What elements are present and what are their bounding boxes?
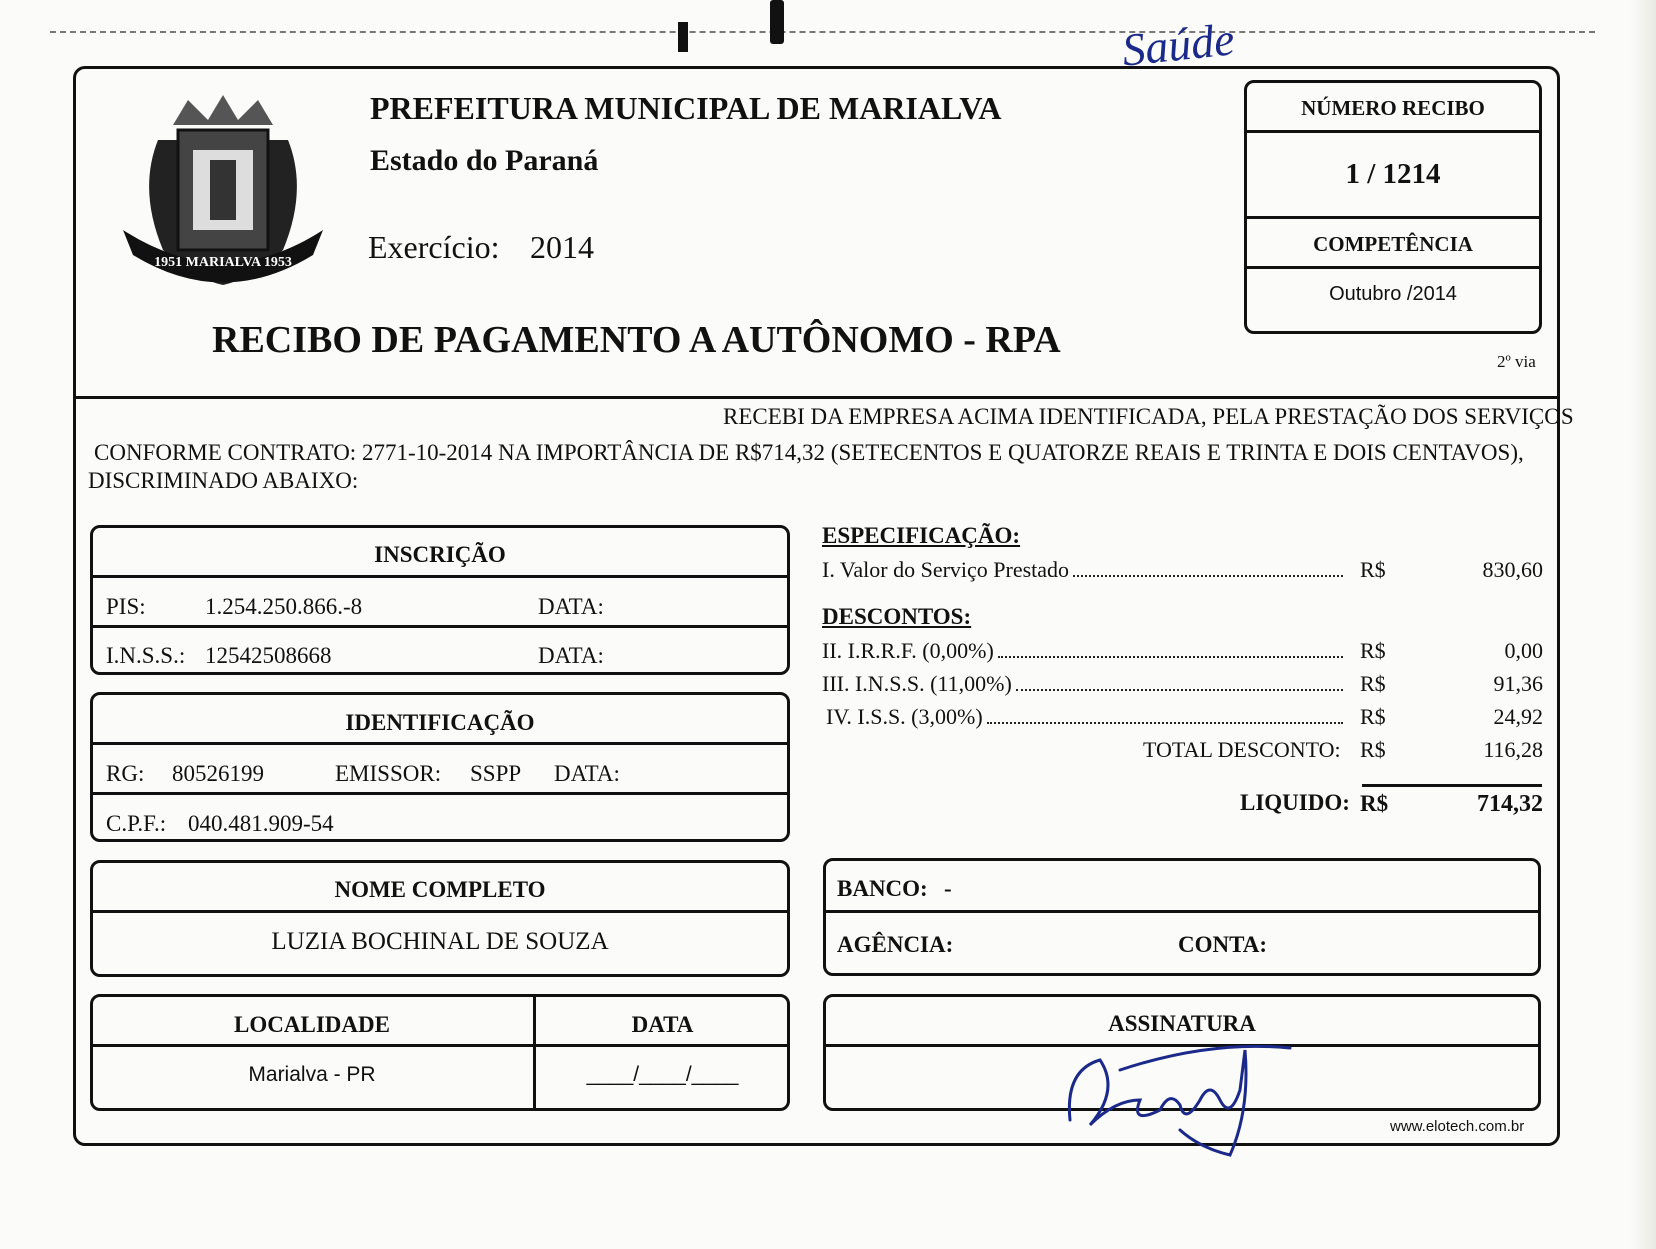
identificacao-divider (91, 792, 789, 795)
scan-right-edge (1630, 0, 1656, 1249)
cpf-label: C.P.F.: (106, 811, 167, 836)
numero-recibo-value: 1 / 1214 (1345, 158, 1441, 190)
inscricao-divider (91, 625, 789, 628)
receipt-box-divider (1245, 216, 1541, 219)
banco-divider (824, 910, 1540, 913)
emissor-value: SSPP (470, 761, 522, 786)
inscricao-divider (91, 575, 789, 578)
dot-leader (1073, 575, 1343, 577)
desconto-row (822, 671, 1347, 697)
exercicio-label: Exercício: (368, 229, 500, 265)
pis-value: 1.254.250.866.-8 (205, 594, 363, 619)
exercicio-value: 2014 (530, 229, 594, 265)
dot-leader (1016, 689, 1343, 691)
desconto-currency: R$ (1360, 671, 1386, 696)
competencia-label: COMPETÊNCIA (1313, 232, 1473, 256)
desconto-row (822, 638, 1347, 664)
org-name: PREFEITURA MUNICIPAL DE MARIALVA (370, 90, 1002, 126)
especificacao-row (822, 557, 1347, 583)
pis-label: PIS: (106, 594, 146, 619)
identificacao-divider (91, 742, 789, 745)
statement-line-1: RECEBI DA EMPRESA ACIMA IDENTIFICADA, PELA PRESTAÇÃO DOS SERVIÇOS (723, 404, 1574, 429)
statement-line-2: CONFORME CONTRATO: 2771-10-2014 NA IMPORTÂNCIA DE R$714,32 (SETECENTOS E QUATORZE REAIS E TRINTA E DOIS CENTAVOS), (94, 440, 1524, 465)
liquido-label: LIQUIDO: (1240, 790, 1350, 815)
especificacao-title: ESPECIFICAÇÃO: (822, 523, 1021, 548)
header-divider (74, 396, 1558, 399)
assinatura-title: ASSINATURA (1108, 1011, 1256, 1036)
scan-top-band (0, 0, 1656, 32)
inss-value: 12542508668 (205, 643, 332, 668)
rg-label: RG: (106, 761, 145, 786)
nome-divider (91, 910, 789, 913)
inss-data-label: DATA: (538, 643, 604, 668)
desconto-label: IV. I.S.S. (3,00%) (826, 704, 983, 729)
document-title: RECIBO DE PAGAMENTO A AUTÔNOMO - RPA (212, 319, 1061, 361)
data-value: ____/____/____ (586, 1063, 739, 1086)
banco-label: BANCO: (837, 876, 928, 901)
banco-box (823, 858, 1541, 976)
especificacao-currency: R$ (1360, 557, 1386, 582)
localidade-value: Marialva - PR (248, 1063, 376, 1086)
crest-years: 1951 MARIALVA 1953 (154, 255, 292, 270)
total-desconto-currency: R$ (1360, 737, 1386, 762)
emissor-label: EMISSOR: (335, 761, 442, 786)
staple-mark (770, 0, 784, 44)
statement-line-3: DISCRIMINADO ABAIXO: (88, 468, 359, 493)
nome-value: LUZIA BOCHINAL DE SOUZA (271, 928, 609, 955)
desconto-value: 91,36 (1493, 671, 1543, 696)
total-desconto-label: TOTAL DESCONTO: (1143, 737, 1341, 762)
total-desconto-value: 116,28 (1483, 737, 1543, 762)
desconto-currency: R$ (1360, 638, 1386, 663)
agencia-label: AGÊNCIA: (837, 932, 954, 957)
liquido-value: 714,32 (1477, 791, 1543, 817)
footer-site: www.elotech.com.br (1390, 1118, 1525, 1135)
state-name: Estado do Paraná (370, 144, 599, 177)
liquido-currency: R$ (1360, 791, 1389, 816)
especificacao-value: 830,60 (1482, 557, 1543, 582)
data-title: DATA (631, 1012, 694, 1037)
rg-value: 80526199 (172, 761, 264, 786)
localidade-divider (91, 1044, 789, 1047)
identificacao-data-label: DATA: (554, 761, 620, 786)
desconto-row (826, 704, 1347, 730)
via-label: 2º via (1497, 352, 1536, 371)
dot-leader (987, 722, 1343, 724)
identificacao-title: IDENTIFICAÇÃO (345, 710, 535, 735)
municipal-crest (118, 80, 328, 290)
desconto-value: 0,00 (1504, 638, 1543, 663)
nome-title: NOME COMPLETO (334, 877, 546, 902)
receipt-box-divider (1245, 266, 1541, 269)
perforation-line (50, 31, 1595, 33)
liquido-rule (1362, 784, 1542, 787)
inss-label: I.N.S.S.: (106, 643, 186, 668)
staple-mark (678, 22, 688, 52)
pis-data-label: DATA: (538, 594, 604, 619)
desconto-value: 24,92 (1493, 704, 1543, 729)
handwritten-note: Saúde (1119, 13, 1237, 76)
competencia-value: Outubro /2014 (1329, 283, 1457, 305)
desconto-label: II. I.R.R.F. (0,00%) (822, 638, 994, 663)
dot-leader (998, 656, 1343, 658)
numero-recibo-label: NÚMERO RECIBO (1301, 96, 1485, 120)
especificacao-label: I. Valor do Serviço Prestado (822, 557, 1070, 582)
desconto-label: III. I.N.S.S. (11,00%) (822, 671, 1012, 696)
banco-value: - (944, 876, 952, 901)
handwritten-signature (1060, 1030, 1300, 1160)
cpf-value: 040.481.909-54 (188, 811, 334, 836)
descontos-title: DESCONTOS: (822, 604, 972, 629)
receipt-box-divider (1245, 130, 1541, 133)
inscricao-title: INSCRIÇÃO (374, 542, 506, 567)
desconto-currency: R$ (1360, 704, 1386, 729)
conta-label: CONTA: (1178, 932, 1268, 957)
localidade-title: LOCALIDADE (234, 1012, 390, 1037)
